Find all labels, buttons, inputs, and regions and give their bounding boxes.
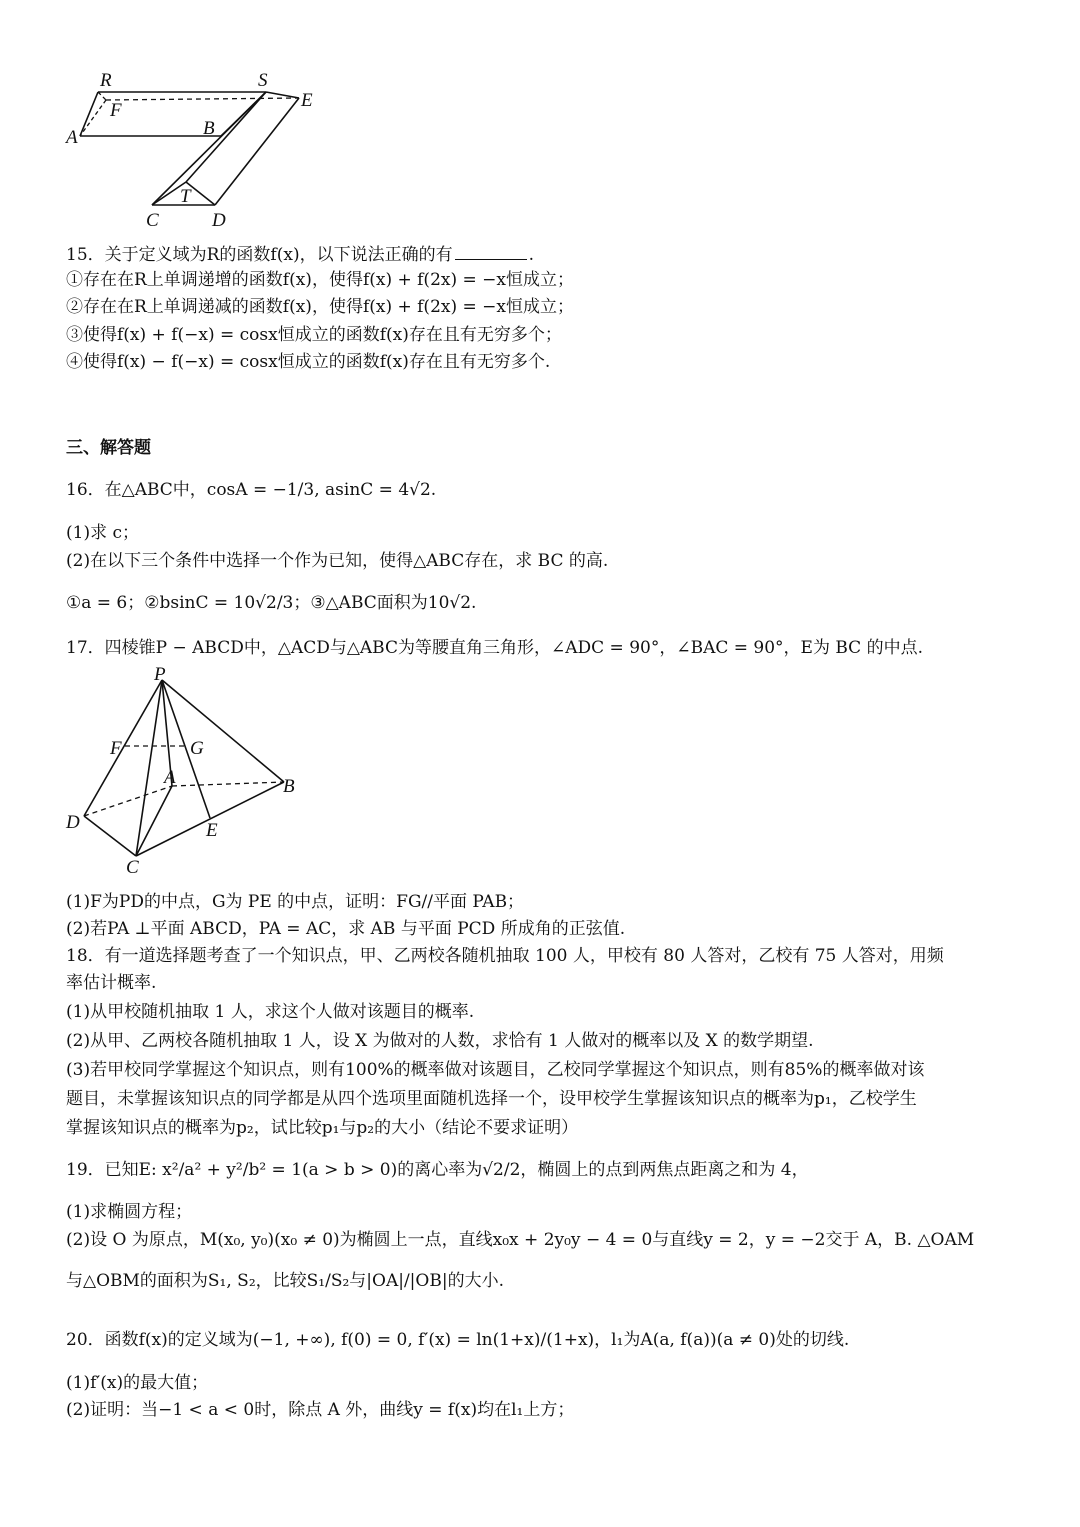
label-D: D (212, 210, 226, 231)
q19-part-2a: (2)设 O 为原点，M(x₀, y₀)(x₀ ≠ 0)为椭圆上一点，直线x₀x + 2y₀y − 4 = 0与直线y = 2，y = −2交于 A，B. △OAM (66, 1230, 975, 1250)
label-E: E (206, 820, 218, 841)
q16-stem: 16．在△ABC中，cosA = −1/3, asinC = 4√2. (66, 480, 437, 500)
q17-part-2: (2)若PA ⊥平面 ABCD，PA = AC，求 AB 与平面 PCD 所成角的正弦值. (66, 919, 626, 939)
q18-part-2: (2)从甲、乙两校各随机抽取 1 人，设 X 为做对的人数，求恰有 1 人做对的概率以及 X 的数学期望. (66, 1031, 814, 1051)
label-C: C (146, 210, 159, 231)
q15-option-1: ①存在在R上单调递增的函数f(x)，使得f(x) + f(2x) = −x恒成立； (66, 270, 574, 290)
label-A: A (66, 127, 78, 148)
q18-part-3b: 题目，未掌握该知识点的同学都是从四个选项里面随机选择一个，设甲校学生掌握该知识点的概率为p₁，乙校学生 (66, 1089, 917, 1109)
label-R: R (100, 70, 112, 91)
q19-part-1: (1)求椭圆方程； (66, 1202, 193, 1222)
q17-part-1: (1)F为PD的中点，G为 PE 的中点，证明：FG//平面 PAB； (66, 892, 525, 912)
q15-option-3: ③使得f(x) + f(−x) = cosx恒成立的函数f(x)存在且有无穷多个； (66, 325, 562, 345)
q18-part-1: (1)从甲校随机抽取 1 人，求这个人做对该题目的概率. (66, 1002, 475, 1022)
label-B: B (283, 776, 295, 797)
q15-stem-end: . (528, 245, 534, 265)
label-B: B (203, 118, 215, 139)
q18-stem-1: 18．有一道选择题考查了一个知识点，甲、乙两校各随机抽取 100 人，甲校有 80 人答对，乙校有 75 人答对，用频 (66, 946, 944, 966)
q16-part-1: (1)求 c； (66, 523, 140, 543)
label-T: T (180, 186, 191, 207)
figure-pyramid (62, 666, 312, 881)
q20-part-1: (1)f′(x)的最大值； (66, 1373, 209, 1393)
q15-stem-text: 15．关于定义域为R的函数f(x)，以下说法正确的有 (66, 245, 453, 265)
label-G: G (190, 738, 204, 759)
label-S: S (258, 70, 268, 91)
label-D: D (66, 812, 80, 833)
label-P: P (154, 666, 166, 685)
label-E: E (301, 90, 313, 111)
section-heading: 三、解答题 (66, 438, 151, 458)
q16-options: ①a = 6；②bsinC = 10√2/3；③△ABC面积为10√2. (66, 593, 477, 613)
label-F: F (110, 100, 122, 121)
q16-part-2: (2)在以下三个条件中选择一个作为已知，使得△ABC存在，求 BC 的高. (66, 551, 609, 571)
q18-stem-2: 率估计概率. (66, 973, 157, 993)
label-C: C (126, 857, 139, 878)
q19-part-2b: 与△OBM的面积为S₁, S₂，比较S₁/S₂与|OA|/|OB|的大小. (66, 1271, 504, 1291)
label-A: A (164, 767, 176, 788)
answer-blank[interactable] (455, 243, 527, 260)
q18-part-3a: (3)若甲校同学掌握这个知识点，则有100%的概率做对该题目，乙校同学掌握这个知识点，则有85%的概率做对该 (66, 1060, 925, 1080)
q20-stem: 20．函数f(x)的定义域为(−1, +∞), f(0) = 0, f′(x) = ln(1+x)/(1+x)，l₁为A(a, f(a))(a ≠ 0)处的切线. (66, 1330, 850, 1350)
q19-stem: 19．已知E: x²/a² + y²/b² = 1(a > b > 0)的离心率为√2/2，椭圆上的点到两焦点距离之和为 4， (66, 1160, 809, 1180)
figure-prism (60, 68, 330, 233)
q18-part-3c: 掌握该知识点的概率为p₂，试比较p₁与p₂的大小（结论不要求证明） (66, 1118, 579, 1138)
q15-stem (66, 243, 534, 267)
label-F: F (110, 738, 122, 759)
q15-option-4: ④使得f(x) − f(−x) = cosx恒成立的函数f(x)存在且有无穷多个. (66, 352, 551, 372)
q17-stem: 17．四棱锥P − ABCD中，△ACD与△ABC为等腰直角三角形，∠ADC = 90°，∠BAC = 90°，E为 BC 的中点. (66, 638, 923, 658)
q20-part-2: (2)证明：当−1 < a < 0时，除点 A 外，曲线y = f(x)均在l₁上方； (66, 1400, 575, 1420)
q15-option-2: ②存在在R上单调递减的函数f(x)，使得f(x) + f(2x) = −x恒成立； (66, 297, 574, 317)
